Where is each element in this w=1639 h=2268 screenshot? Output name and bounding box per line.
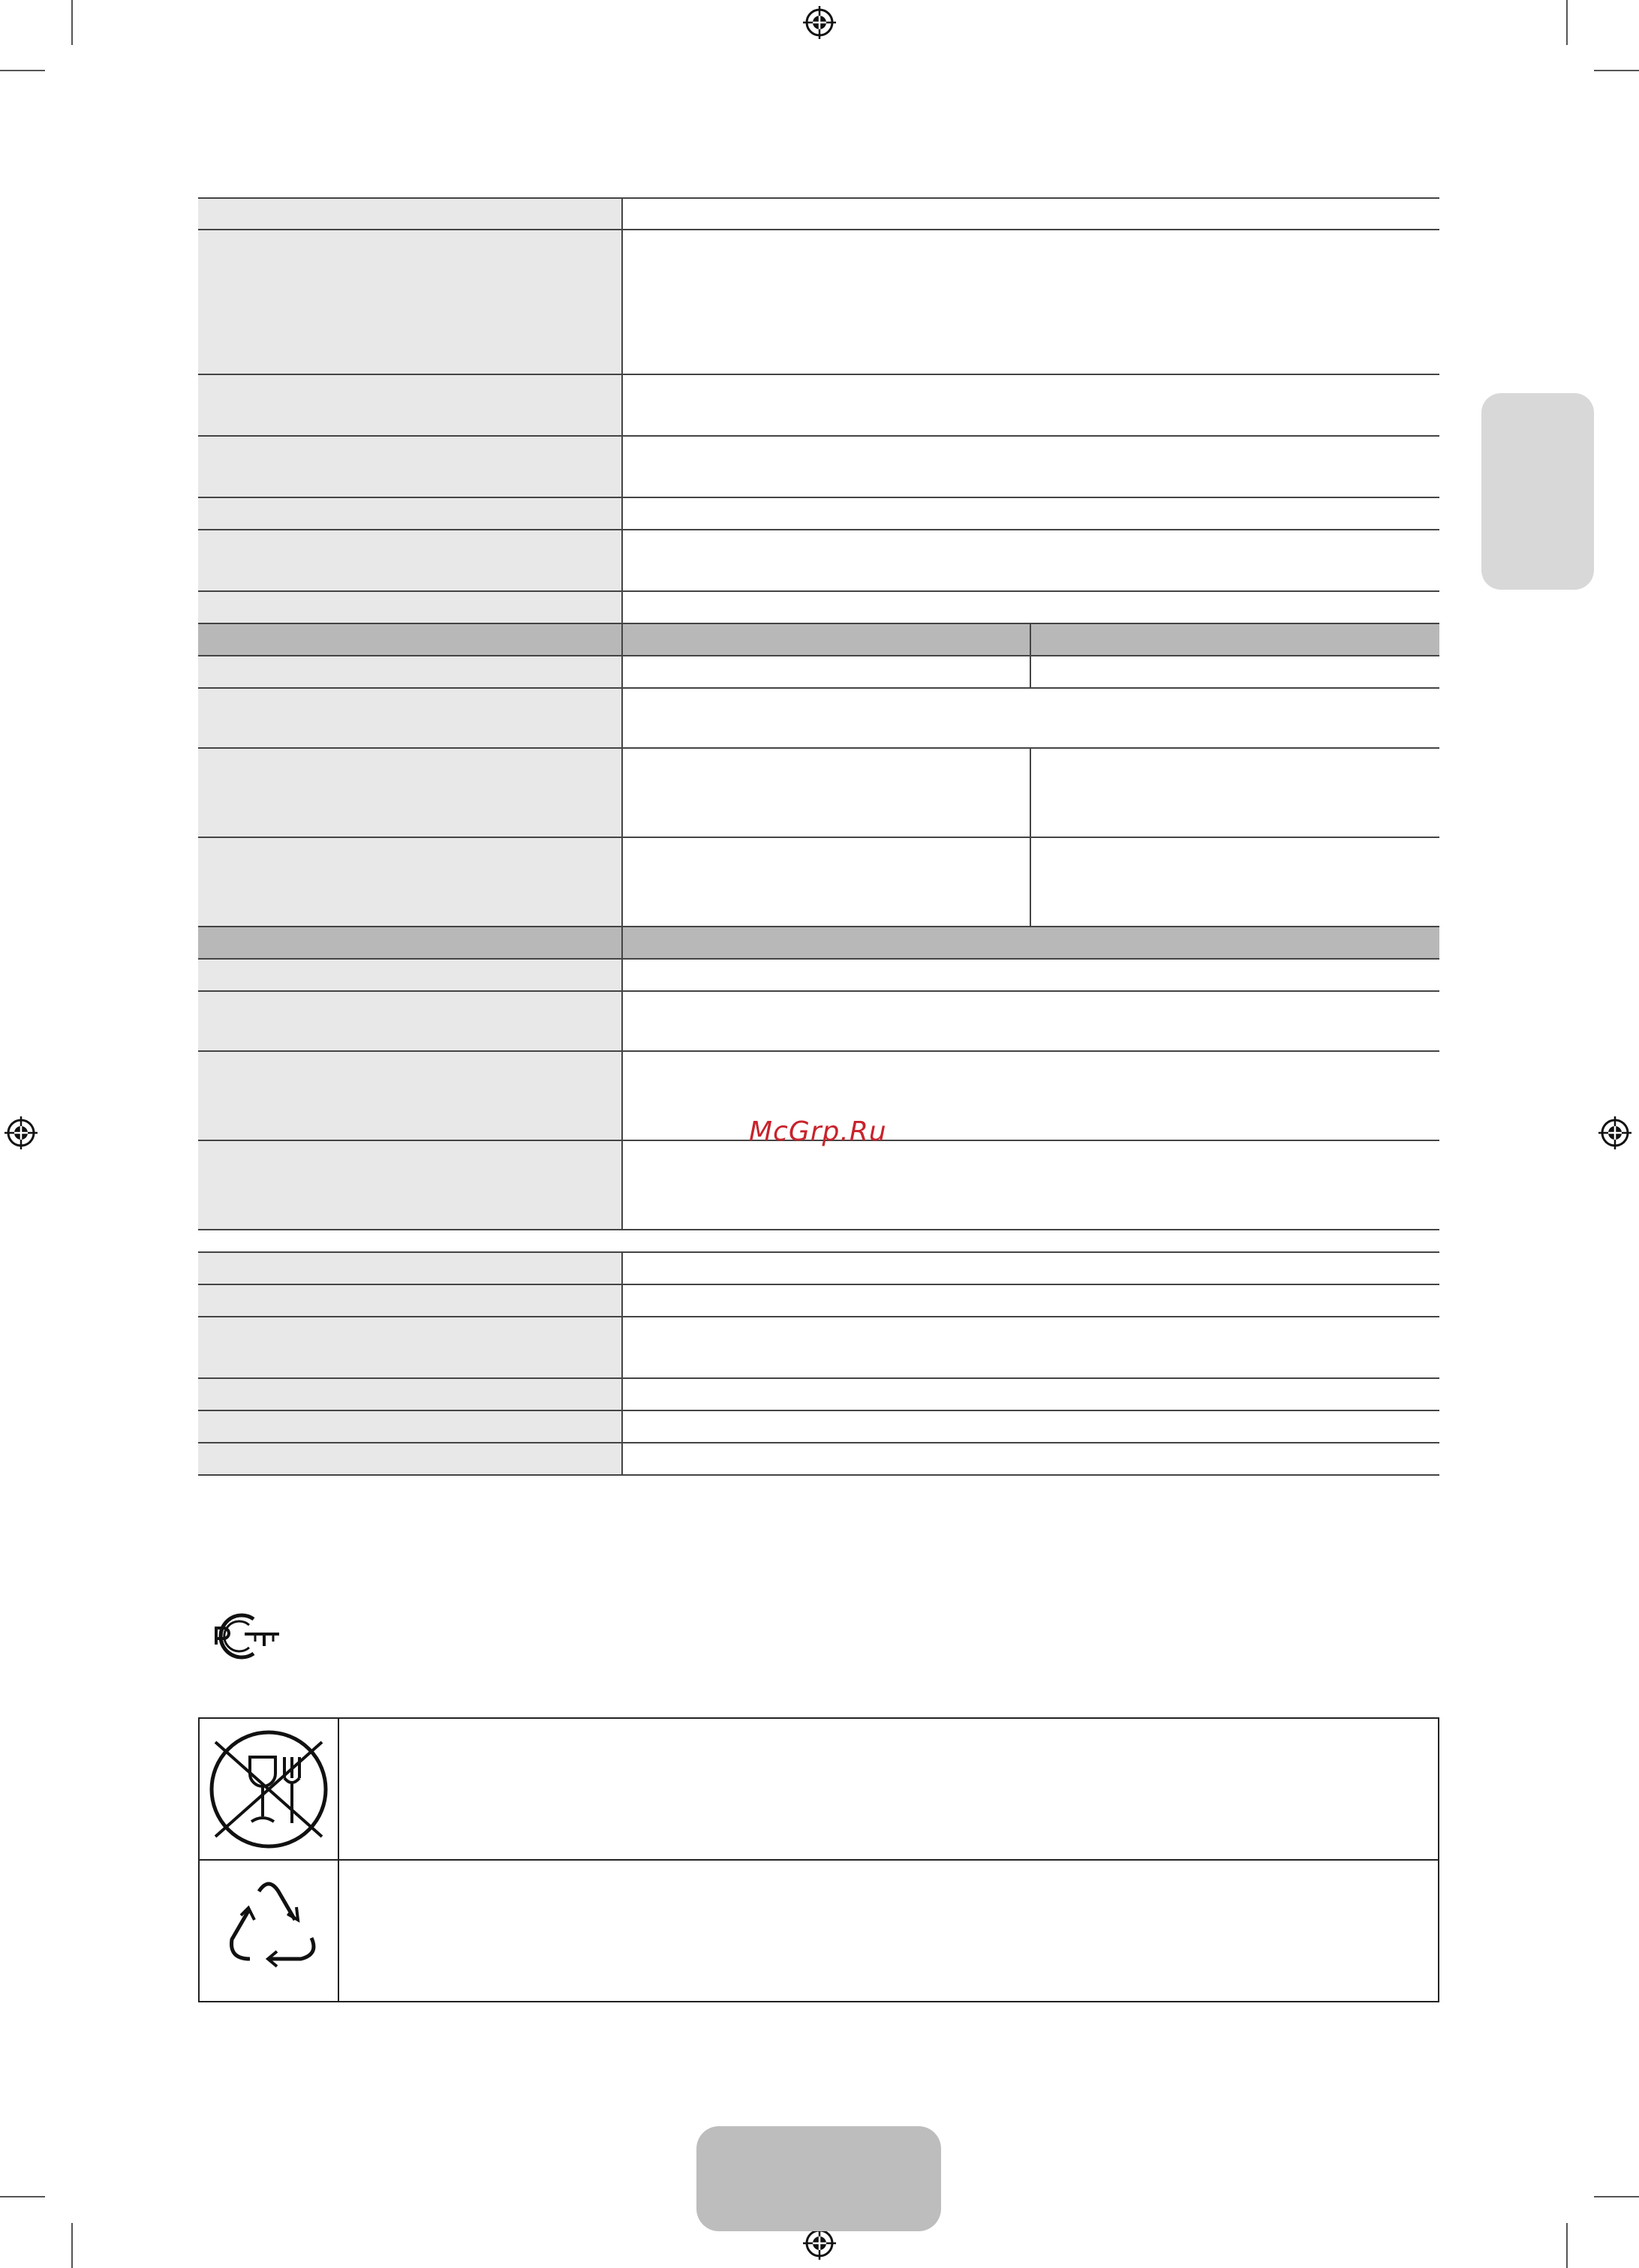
table-row: [198, 1379, 1439, 1411]
header-label-cell: [198, 624, 623, 655]
spec-value-cell: [623, 749, 1031, 837]
table-row: [198, 1317, 1439, 1379]
table-header-row: [198, 624, 1439, 656]
spec-value-cell: [623, 1317, 1439, 1377]
recycle-icon: [206, 1869, 331, 1993]
spec-label-cell: [198, 1285, 623, 1316]
spec-label-cell: [198, 498, 623, 529]
spec-value-cell: [1031, 656, 1439, 687]
spec-value-cell: [623, 230, 1439, 374]
spec-value-cell: [623, 1443, 1439, 1474]
spec-label-cell: [198, 1253, 623, 1284]
spec-label-cell: [198, 689, 623, 747]
spec-value-cell: [623, 199, 1439, 229]
table-row: [198, 960, 1439, 992]
crop-mark: [0, 70, 45, 71]
spec-value-cell: [623, 1285, 1439, 1316]
page-number-tab: [696, 2126, 941, 2231]
registration-mark-icon: [803, 6, 836, 39]
symbols-table: [198, 1717, 1439, 2002]
table-row: [198, 838, 1439, 927]
spec-value-cell: [623, 689, 1439, 747]
spec-value-cell: [623, 1141, 1439, 1229]
spec-label-cell: [198, 749, 623, 837]
crop-mark: [1594, 2196, 1639, 2197]
spec-value-cell: [623, 1411, 1439, 1442]
table-row: [198, 437, 1439, 498]
spec-label-cell: [198, 375, 623, 435]
crop-mark: [1566, 2223, 1568, 2268]
spec-label-cell: [198, 1141, 623, 1229]
table-row: [198, 749, 1439, 838]
registration-mark-icon: [5, 1116, 38, 1149]
spec-value-cell: [623, 656, 1031, 687]
crop-mark: [71, 0, 73, 45]
table-row: [198, 1443, 1439, 1476]
spec-value-cell: [623, 437, 1439, 497]
spec-label-cell: [198, 437, 623, 497]
header-value-cell: [623, 927, 1439, 958]
crop-mark: [1566, 0, 1568, 45]
table-row: [198, 1141, 1439, 1230]
symbol-row: [200, 1719, 1438, 1859]
spec-value-cell: [623, 992, 1439, 1050]
not-for-food-contact-icon: [206, 1727, 331, 1852]
spec-label-cell: [198, 838, 623, 926]
table-row: [198, 498, 1439, 530]
table-row: [198, 1285, 1439, 1317]
spec-value-cell: [623, 375, 1439, 435]
spec-label-cell: [198, 960, 623, 990]
symbol-description: [339, 1861, 1438, 2001]
watermark-text: McGrp.Ru: [749, 1116, 887, 1147]
spec-value-cell: [623, 592, 1439, 623]
spec-value-cell: [1031, 749, 1439, 837]
spec-label-cell: [198, 199, 623, 229]
header-label-cell: [198, 927, 623, 958]
spec-value-cell: [623, 960, 1439, 990]
crop-mark: [1594, 70, 1639, 71]
table-row: [198, 689, 1439, 749]
symbol-row: [200, 1859, 1438, 2001]
symbol-icon-cell: [200, 1719, 339, 1859]
table-row: [198, 592, 1439, 624]
registration-mark-icon: [803, 2227, 836, 2260]
table-header-row: [198, 927, 1439, 960]
symbol-description: [339, 1719, 1438, 1859]
table-row: [198, 230, 1439, 375]
table-gap: [198, 1230, 1439, 1253]
table-row: [198, 197, 1439, 230]
spec-value-cell: [623, 838, 1031, 926]
table-row: [198, 375, 1439, 437]
spec-value-cell: [623, 1052, 1439, 1140]
spec-label-cell: [198, 1052, 623, 1140]
spec-value-cell: [623, 498, 1439, 529]
spec-value-cell: [1031, 838, 1439, 926]
spec-label-cell: [198, 1317, 623, 1377]
spec-value-cell: [623, 1253, 1439, 1284]
spec-label-cell: [198, 1379, 623, 1410]
registration-mark-icon: [1598, 1116, 1631, 1149]
table-row: [198, 1253, 1439, 1285]
spec-label-cell: [198, 530, 623, 590]
header-model-cell: [623, 624, 1031, 655]
table-row: [198, 530, 1439, 592]
pct-certification-mark-icon: [201, 1612, 284, 1661]
table-row: [198, 656, 1439, 689]
spec-label-cell: [198, 656, 623, 687]
spec-label-cell: [198, 1411, 623, 1442]
crop-mark: [71, 2223, 73, 2268]
spec-label-cell: [198, 992, 623, 1050]
specifications-table: [198, 197, 1439, 1476]
spec-value-cell: [623, 530, 1439, 590]
spec-label-cell: [198, 1443, 623, 1474]
spec-label-cell: [198, 592, 623, 623]
table-row: [198, 1411, 1439, 1443]
crop-mark: [0, 2196, 45, 2197]
symbol-icon-cell: [200, 1861, 339, 2001]
table-row: [198, 992, 1439, 1052]
spec-label-cell: [198, 230, 623, 374]
header-model-cell: [1031, 624, 1439, 655]
language-side-tab: [1481, 393, 1594, 590]
spec-value-cell: [623, 1379, 1439, 1410]
